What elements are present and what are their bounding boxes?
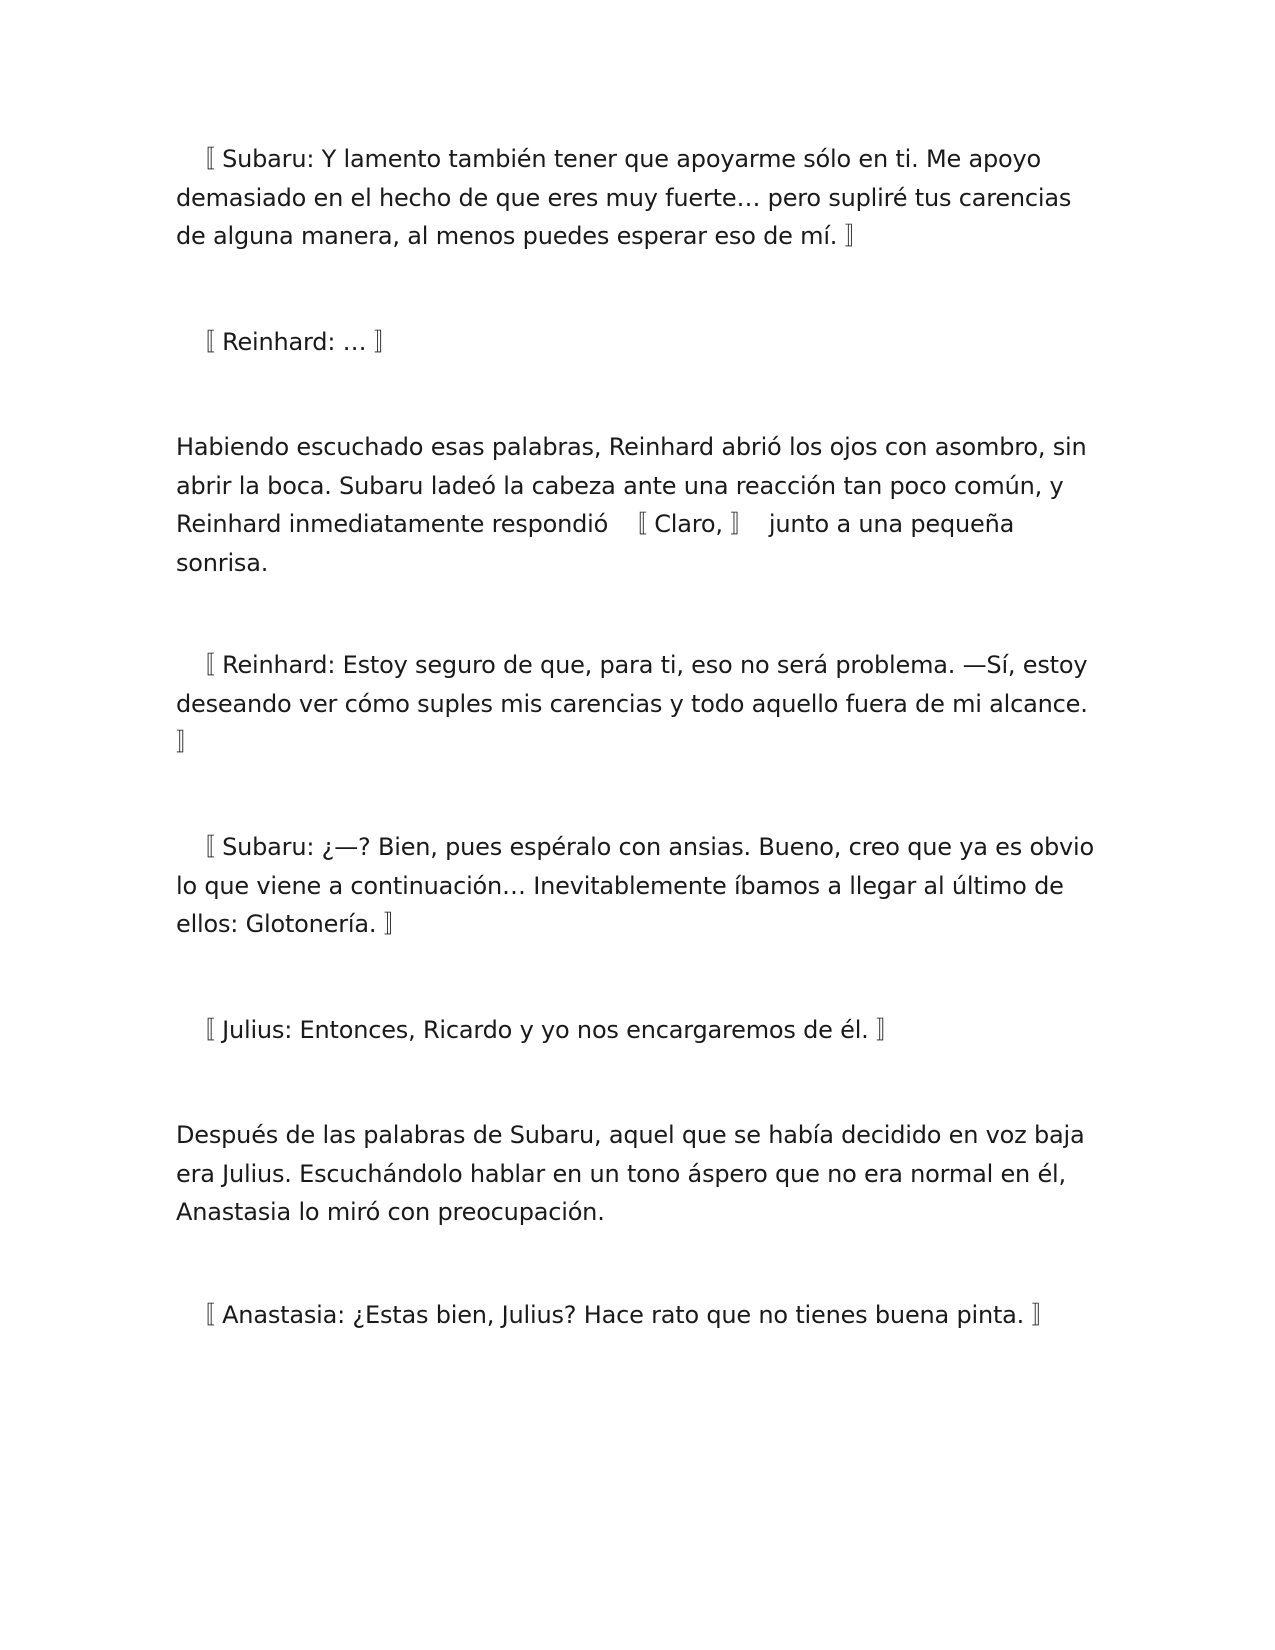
dialogue-paragraph-anastasia: 〚 Anastasia: ¿Estas bien, Julius? Hace rato que no tienes buena pinta. 〛 [176,1301,1056,1329]
dialogue-paragraph-julius: 〚 Julius: Entonces, Ricardo y yo nos encargaremos de él. 〛 [176,1016,900,1044]
dialogue-paragraph-reinhard-2: 〚 Reinhard: Estoy seguro de que, para ti, eso no será problema. —Sí, estoy deseando ver cómo suples mis carencias y todo aquello fuera de mi alcance. 〛 [176,651,1088,756]
dialogue-paragraph-subaru-2: 〚 Subaru: ¿—? Bien, pues espéralo con ansias. Bueno, creo que ya es obvio lo que viene a continuación… Inevitablemente íbamos a llegar al último de ellos: Glotonería. 〛 [176,833,1094,938]
narration-paragraph-2: Después de las palabras de Subaru, aquel que se había decidido en voz baja era Julius. Escuchándolo hablar en un tono áspero que no era normal en él, Anastasia lo miró con preocupación. [176,1121,1085,1226]
dialogue-paragraph-subaru-1: 〚 Subaru: Y lamento también tener que apoyarme sólo en ti. Me apoyo demasiado en el hecho de que eres muy fuerte… pero supliré tus carencias de alguna manera, al menos puedes esperar eso de mí. 〛 [176,145,1072,250]
narration-paragraph-1: Habiendo escuchado esas palabras, Reinhard abrió los ojos con asombro, sin abrir la boca. Subaru ladeó la cabeza ante una reacción tan poco común, y Reinhard inmediatamente respondió 〚 Claro, 〛 junto a una pequeña sonrisa. [176,433,1087,577]
dialogue-paragraph-reinhard-1: 〚 Reinhard: … 〛 [176,328,398,356]
